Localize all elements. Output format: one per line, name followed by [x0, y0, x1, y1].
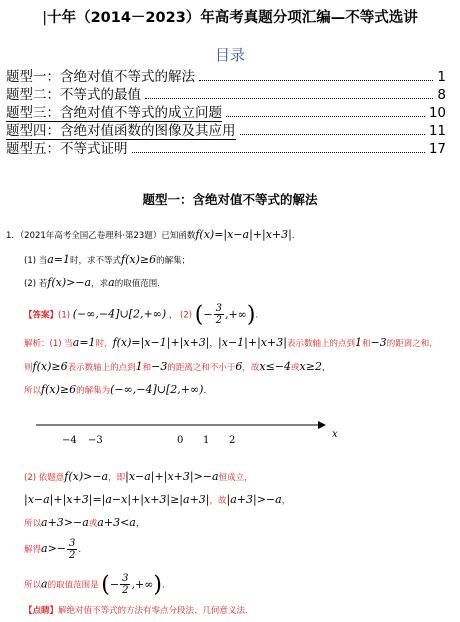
q2-suffix: 的取值范围. [114, 279, 160, 289]
part2-line-4: 解得a>− $\frac{3}{2}$ . [24, 538, 82, 561]
q2-prefix: (2) 若 [24, 279, 48, 289]
comment-line [24, 604, 248, 616]
answer-part1-label: (1) [58, 310, 71, 321]
toc-leader [199, 80, 433, 81]
part2-line-5: 所以a的取值范围是 (− $\frac{3}{2}$ ,+∞). [24, 572, 165, 597]
tick-label-0: 0 [177, 435, 184, 446]
toc-leader [145, 98, 433, 99]
q2-inequality: f(x)>−a [47, 276, 92, 289]
answer-tag: 【答案】 [24, 310, 59, 321]
q1-inequality: f(x)≥6 [121, 253, 157, 266]
problem-intro: 已知函数 [161, 231, 196, 241]
title-bar: | [42, 10, 48, 26]
tick-label-2: 2 [229, 435, 236, 446]
toc-item-1[interactable] [6, 65, 446, 85]
answer-part2-label: (2) [180, 310, 193, 321]
part2-line-2: |x−a|+|x+3|=|a−x|+|x+3|≥|a+3|，故|a+3|>−a， [24, 493, 291, 506]
part2-line-3: 所以a+3>−a或a+3<a， [24, 516, 145, 529]
section-heading: 题型一：含绝对值不等式的解法 [142, 192, 318, 207]
tick-label-neg4: −4 [62, 435, 77, 446]
toc-item-page: 11 [428, 123, 446, 139]
q1-suffix: 的解集； [156, 256, 191, 266]
toc-item-2[interactable] [6, 83, 446, 103]
question-2 [24, 276, 160, 289]
question-1 [24, 253, 190, 266]
toc-item-page: 17 [428, 141, 446, 157]
toc-item-page: 8 [437, 87, 446, 103]
comment-tag: 【点睛】 [24, 606, 59, 616]
part2-line-1: (2) 依题意f(x)>−a，即|x−a|+|x+3|>−a恒成立， [24, 470, 253, 483]
toc-item-page: 1 [437, 69, 446, 85]
toc-leader [226, 116, 425, 117]
toc-item-label: 题型五：不等式证明 [6, 141, 128, 157]
toc-leader [240, 134, 425, 135]
answer-part1-value: (−∞,−4]∪[2,+∞) [72, 307, 167, 321]
solution-line-1: 解析：(1) 当a=1时，f(x)=|x−1|+|x+3|，|x−1|+|x+3|表示数轴上的点到1和−3的距离之和， [24, 336, 438, 349]
tick-label-neg3: −3 [88, 435, 103, 446]
toc-heading: 目录 [214, 46, 245, 64]
document-title [0, 6, 460, 27]
comment-text: 解绝对值不等式的方法有零点分段法、几何意义法. [58, 606, 248, 616]
solution-tag: 解析： [24, 339, 50, 349]
toc-item-label: 题型四：含绝对值函数的图像及其应用 [6, 119, 236, 140]
q2-mid: ，求 [91, 279, 109, 289]
answer-line: 【答案】(1) (−∞,−4]∪[2,+∞) ， (2) (− $\frac{3}{2}$ ,+∞). [24, 302, 259, 327]
answer-part2-value: (− $\frac{3}{2}$ ,+∞) [194, 302, 256, 327]
number-line-arrow-icon [318, 421, 326, 429]
solution-line-2: 则f(x)≥6表示数轴上的点到1和−3的距离之和不小于6，故x≤−4或x≥2， [24, 360, 331, 373]
title-text: 十年（2014－2023）年高考真题分项汇编—不等式选讲 [47, 10, 418, 26]
solution-line-3: 所以f(x)≥6的解集为(−∞,−4]∪[2,+∞). [24, 383, 207, 396]
problem-function: f(x)=|x−a|+|x+3| [195, 228, 292, 241]
toc-item-label: 题型三：含绝对值不等式的成立问题 [6, 101, 222, 122]
problem-source: （2021年高考全国乙卷理科·第23题） [19, 231, 162, 241]
q1-condition: a=1 [47, 253, 71, 266]
problem-statement: 1．（2021年高考全国乙卷理科·第23题）已知函数f(x)=|x−a|+|x+3|. [6, 228, 295, 241]
q1-mid: 时，求不等式 [70, 256, 122, 266]
toc-item-5[interactable] [6, 137, 446, 157]
q2-variable: a [108, 276, 115, 289]
q1-prefix: (1) 当 [24, 256, 48, 266]
tick-label-1: 1 [203, 435, 210, 446]
toc-item-label: 题型一：含绝对值不等式的解法 [6, 69, 195, 85]
toc-item-page: 10 [428, 105, 446, 121]
toc-item-label: 题型二：不等式的最值 [6, 87, 141, 103]
axis-label-x: x [332, 429, 338, 440]
toc-leader [132, 152, 425, 153]
problem-number: 1． [6, 231, 20, 241]
